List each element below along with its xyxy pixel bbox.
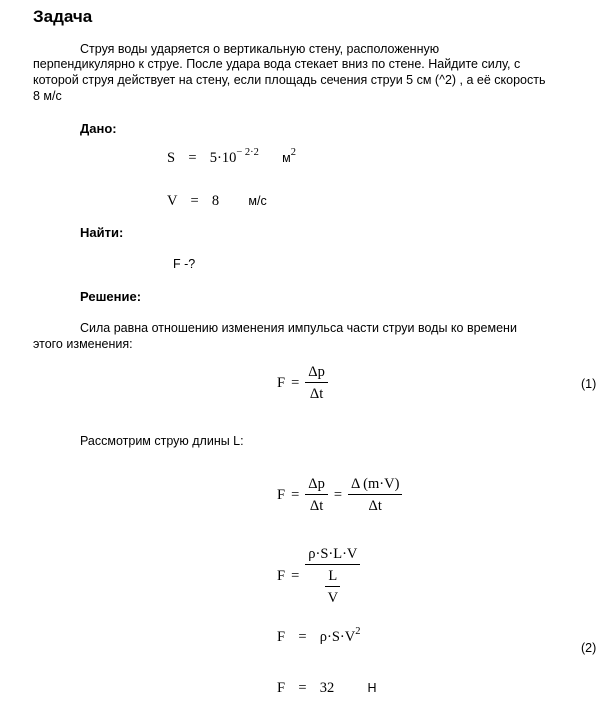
- eq1-numerator: Δp: [305, 364, 328, 383]
- find-heading: Найти:: [80, 225, 124, 240]
- eq5-unit: Н: [367, 681, 377, 695]
- eq3-equals: =: [291, 567, 300, 584]
- eq2-denominator-2: Δt: [368, 498, 382, 514]
- eq1-denominator: Δt: [309, 386, 324, 402]
- find-target: F -?: [173, 257, 196, 271]
- area-value: 5·10: [209, 150, 237, 166]
- eq5-equals: =: [298, 680, 307, 696]
- eq2-equals: =: [291, 486, 300, 503]
- eq2-numerator-2: Δ (m·V): [348, 476, 402, 495]
- velocity-unit: м/с: [248, 194, 267, 208]
- equation-2: [277, 476, 402, 514]
- velocity-equals: =: [190, 193, 199, 209]
- eq3-denominator: [322, 565, 344, 606]
- problem-line-2: перпендикулярно к струе. После удара вода стекает вниз по стене. Найдите силу, с: [33, 57, 521, 71]
- eq5-value: 32: [319, 680, 335, 696]
- eq2-denominator-1: Δt: [309, 498, 324, 514]
- eq2-equals-2: =: [333, 486, 343, 503]
- eq1-lhs: F: [277, 374, 286, 391]
- problem-line-3: которой струя действует на стену, если площадь сечения струи 5 см (^2) , а её скорость: [33, 73, 546, 87]
- eq2-fraction-2: [348, 476, 402, 514]
- eq4-equals: =: [298, 629, 307, 645]
- eq5-lhs: F: [277, 680, 286, 696]
- eq2-fraction-1: [305, 476, 328, 514]
- equation-3: [277, 546, 360, 606]
- equation-1-number: (1): [581, 377, 597, 391]
- eq2-numerator-1: Δp: [305, 476, 328, 495]
- problem-line-1: Струя воды ударяется о вертикальную стену, расположенную: [80, 42, 440, 56]
- eq3-lhs: F: [277, 567, 286, 584]
- velocity-symbol: V: [167, 193, 178, 209]
- area-equals: =: [188, 150, 197, 166]
- area-unit-exponent: 2: [290, 147, 296, 158]
- equation-5: [277, 680, 377, 697]
- equation-4: [277, 626, 361, 646]
- given-heading: Дано:: [80, 121, 117, 136]
- eq3-fraction: [305, 546, 360, 606]
- eq1-fraction: [305, 364, 328, 402]
- page-title: Задача: [33, 7, 93, 26]
- eq3-inner-fraction: [325, 568, 341, 606]
- eq2-lhs: F: [277, 486, 286, 503]
- eq3-numerator: ρ·S·L·V: [305, 546, 360, 565]
- velocity-value: 8: [211, 193, 220, 209]
- solution-heading: Решение:: [80, 289, 142, 304]
- equation-2-number: (2): [581, 641, 597, 655]
- equation-1: [277, 364, 328, 402]
- given-area: [167, 147, 296, 167]
- eq4-lhs: F: [277, 629, 286, 645]
- area-unit: м: [282, 151, 291, 165]
- problem-line-4: 8 м/с: [33, 89, 62, 103]
- eq4-exponent: 2: [355, 626, 361, 637]
- solution-text-3: Рассмотрим струю длины L:: [80, 434, 244, 448]
- given-velocity: [167, 193, 267, 210]
- solution-text-2: этого изменения:: [33, 337, 133, 351]
- area-exponent: − 2·2: [236, 147, 259, 158]
- solution-text-1: Сила равна отношению изменения импульса части струи воды ко времени: [80, 321, 517, 335]
- area-symbol: S: [167, 150, 176, 166]
- eq4-rhs: ρ·S·V: [319, 629, 356, 645]
- eq3-inner-denominator: V: [327, 590, 339, 606]
- eq1-equals: =: [291, 374, 300, 391]
- eq3-inner-numerator: L: [325, 568, 340, 587]
